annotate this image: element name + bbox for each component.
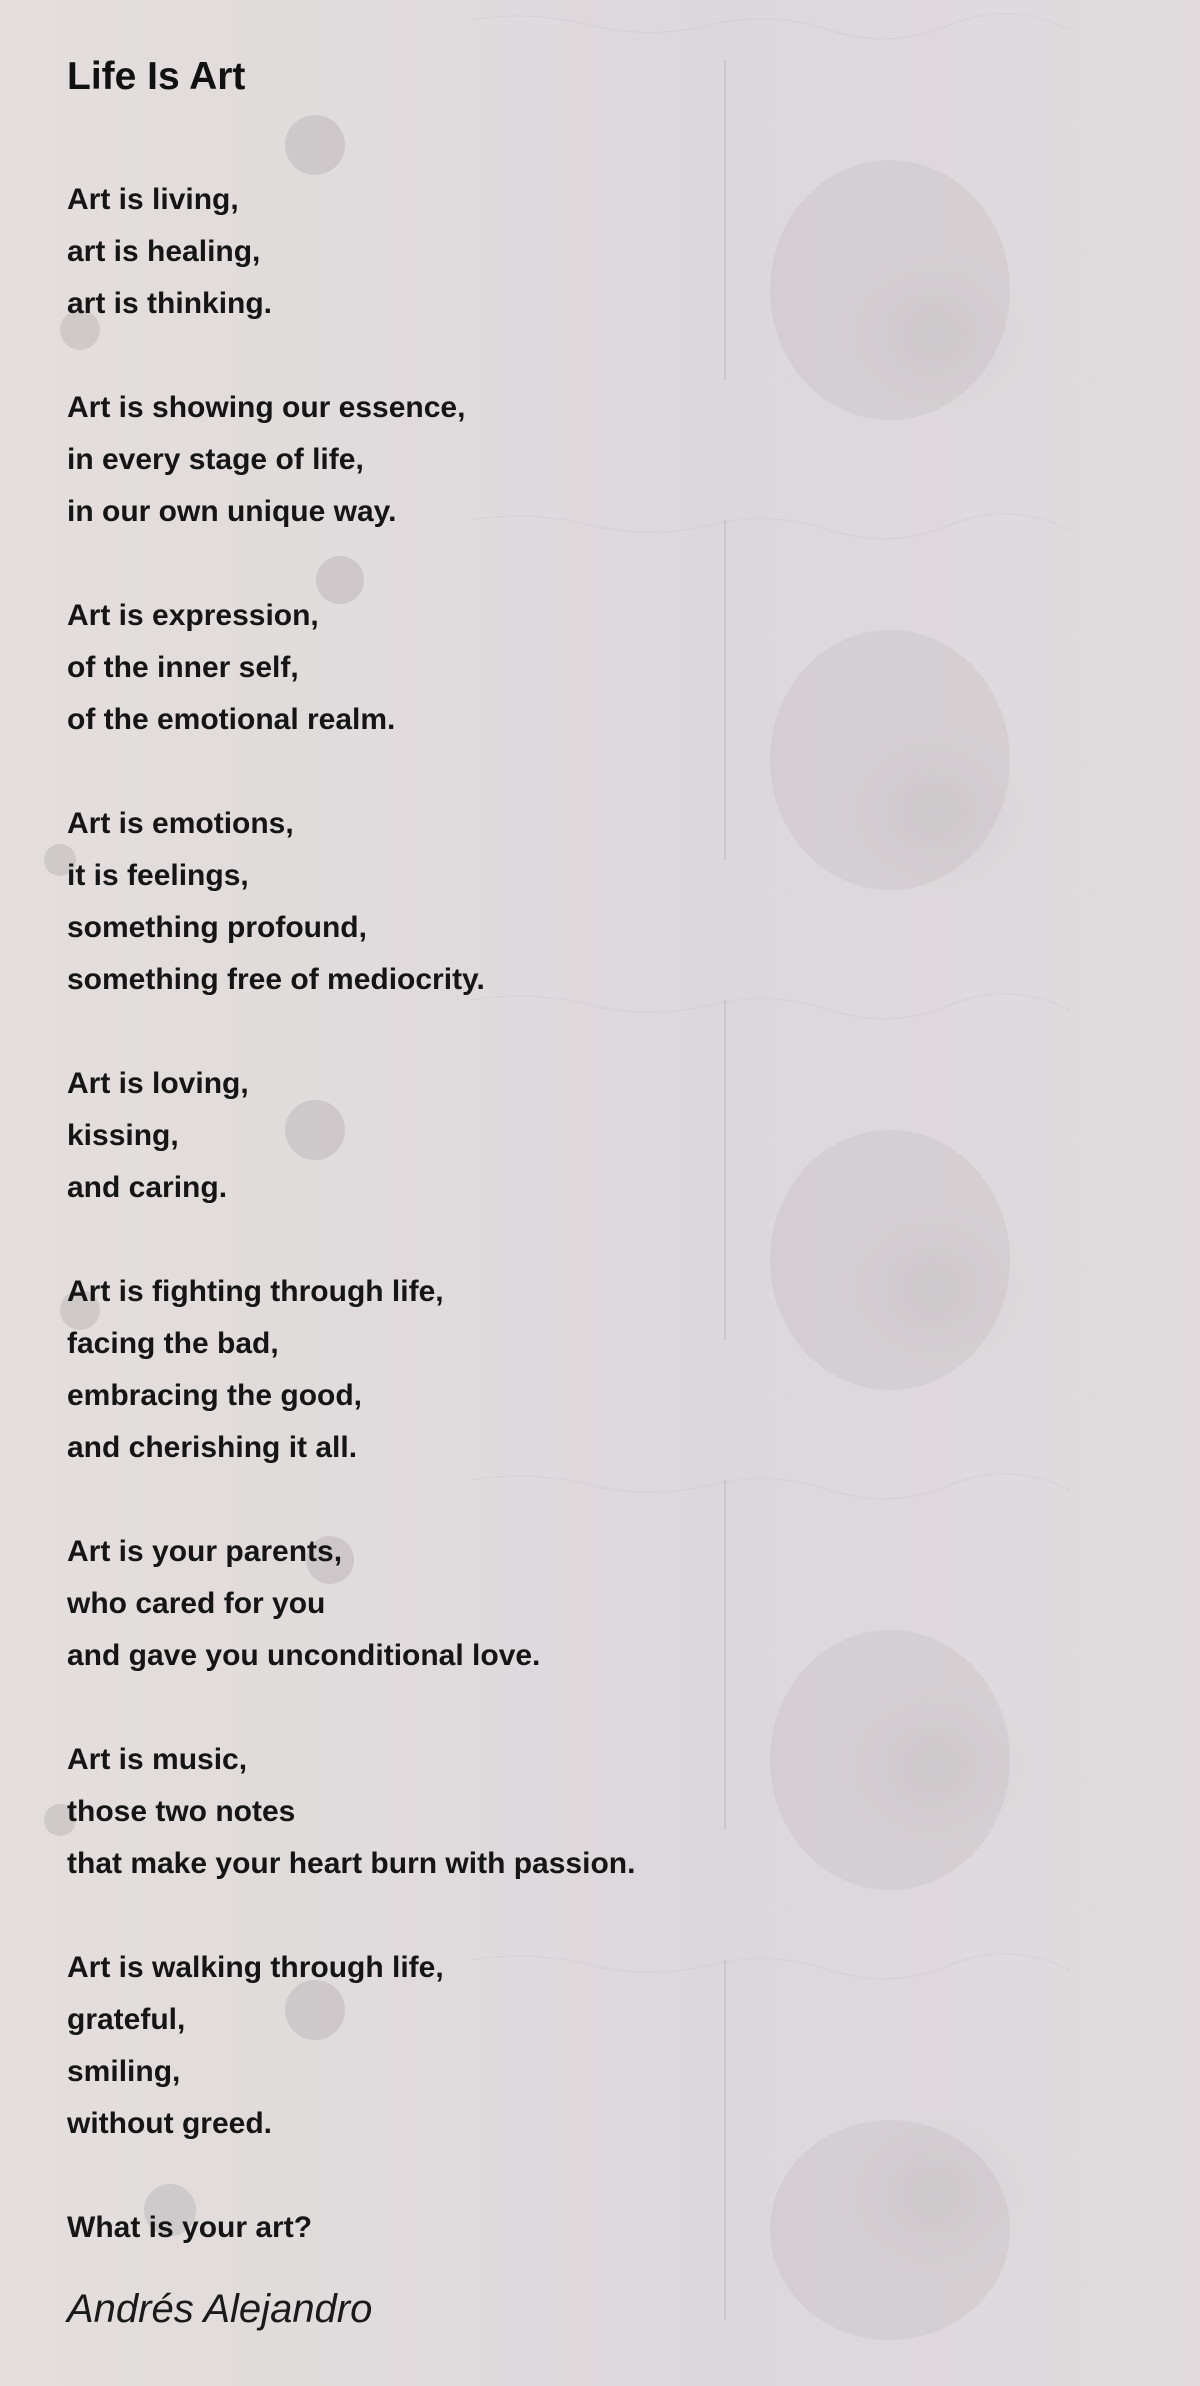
stanza xyxy=(67,1734,1147,1890)
stanza xyxy=(67,2202,1147,2254)
poem-line: Art is music, xyxy=(67,1743,248,1776)
poem-line: smiling, xyxy=(67,2055,181,2088)
stanza xyxy=(67,1058,1147,1214)
poem-line: something free of mediocrity. xyxy=(67,963,485,996)
poem-line: without greed. xyxy=(67,2107,272,2140)
poem-line: Art is emotions, xyxy=(67,807,294,840)
poem-line: Art is living, xyxy=(67,183,239,216)
stanza xyxy=(67,1526,1147,1682)
poem-line: Art is showing our essence, xyxy=(67,391,466,424)
stanza xyxy=(67,798,1147,1006)
poem-line: of the emotional realm. xyxy=(67,703,396,736)
stanza xyxy=(67,174,1147,330)
poem-line: who cared for you xyxy=(67,1587,326,1620)
poem-line: What is your art? xyxy=(67,2211,313,2244)
poem-line: embracing the good, xyxy=(67,1379,363,1412)
poem-line: Art is fighting through life, xyxy=(67,1275,444,1308)
stanza xyxy=(67,1942,1147,2150)
poem-line: art is thinking. xyxy=(67,287,273,320)
poem-line: and caring. xyxy=(67,1171,228,1204)
poem-line: facing the bad, xyxy=(67,1327,279,1360)
poem-line: it is feelings, xyxy=(67,859,249,892)
stanza xyxy=(67,590,1147,746)
poem-line: and gave you unconditional love. xyxy=(67,1639,541,1672)
poem-line: those two notes xyxy=(67,1795,296,1828)
poem-line: Art is your parents, xyxy=(67,1535,343,1568)
poem-line: and cherishing it all. xyxy=(67,1431,358,1464)
poem-line: that make your heart burn with passion. xyxy=(67,1847,636,1880)
poem-line: in every stage of life, xyxy=(67,443,364,476)
poem-line: kissing, xyxy=(67,1119,179,1152)
poem-line: grateful, xyxy=(67,2003,186,2036)
poem-line: Art is loving, xyxy=(67,1067,249,1100)
stanza xyxy=(67,382,1147,538)
stanza xyxy=(67,1266,1147,1474)
poem-author: Andrés Alejandro xyxy=(67,2287,373,2331)
poem-line: in our own unique way. xyxy=(67,495,397,528)
poem-line: something profound, xyxy=(67,911,367,944)
poem-line: Art is walking through life, xyxy=(67,1951,444,1984)
poem-body xyxy=(67,174,1147,2254)
poem-title: Life Is Art xyxy=(67,55,246,98)
poem-line: art is healing, xyxy=(67,235,261,268)
poem-container xyxy=(67,48,1147,2306)
poem-line: of the inner self, xyxy=(67,651,299,684)
poem-line: Art is expression, xyxy=(67,599,319,632)
